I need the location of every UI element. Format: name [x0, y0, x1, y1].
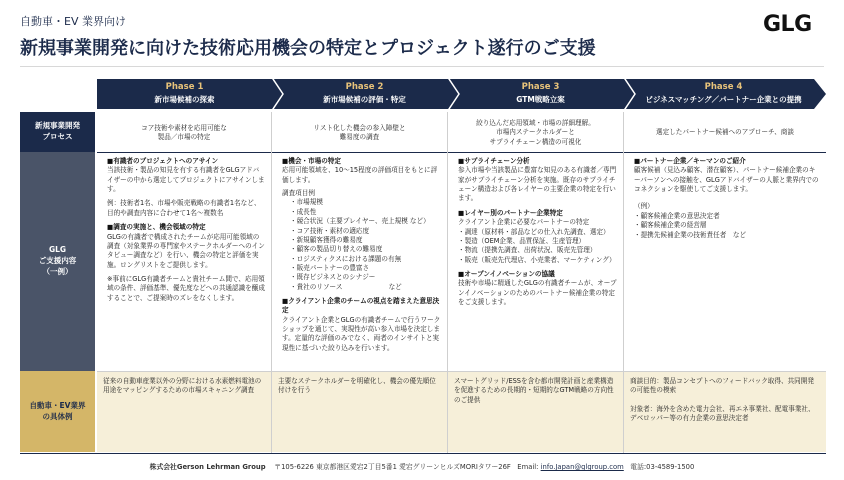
- section-example: 例：技術者1名、市場や販売戦略の有識者1名など、目的や調査内容に合わせて1名〜複数名: [107, 199, 261, 217]
- list-item: ・貴社のリソース など: [290, 282, 402, 291]
- phase-4-name: ビジネスマッチング／パートナー企業との提携: [645, 95, 802, 104]
- process-text: 選定したパートナー候補へのアプローチ、商談: [655, 128, 794, 137]
- process-cell-1: [97, 114, 271, 152]
- section-title: ■機会・市場の特定: [282, 157, 341, 165]
- support-cell-1: [101, 155, 271, 369]
- section-title: ■オープンイノベーションの協議: [458, 269, 555, 278]
- row-label-examples: [20, 371, 95, 452]
- list-item: ・顧客候補企業の意思決定者: [634, 211, 720, 220]
- row-divider: [97, 371, 826, 372]
- row-label-process-text: 新規事業開発 プロセス: [35, 121, 80, 141]
- section-title: ■有識者のプロジェクトへのアサイン: [107, 157, 219, 165]
- section-body: 顧客候補（見込み顧客、潜在顧客）、パートナー候補企業のキーパーソンへの接触を、GLGアドバイザーの人脈と業界内でのコネクションを駆使してご支援します。: [634, 166, 819, 194]
- list-item: ・競合状況（主要プレイヤー、売上規模 など）: [290, 217, 430, 226]
- section-body: 当該技術・製品の知見を有する有識者をGLGアドバイザーの中から選定してプロジェクトにアサインします。: [107, 166, 265, 194]
- example-cell-4: [624, 373, 826, 452]
- footer-tel: 電話:03-4589-1500: [630, 463, 695, 471]
- row-label-support-text: GLG ご支援内容 （一例）: [38, 245, 77, 276]
- phase-2-label: Phase 2: [345, 82, 384, 92]
- footer: [0, 461, 844, 471]
- list-item: ・物流（提携先調査、出荷状況、販売先管理）: [458, 246, 597, 255]
- section-body: 応用可能領域を、10〜15程度の評価項目をもとに評価します。: [282, 166, 438, 184]
- support-cell-2: [276, 155, 447, 369]
- support-cell-4: [628, 155, 826, 369]
- list-item: ・顧客候補企業の経営層: [634, 221, 707, 230]
- phase-3-name: GTM戦略立案: [516, 95, 565, 104]
- example-text: スマートグリッド/ESSを含む都市開発計画と産業構造を促進するための長期的・短期的なGTM戦略の方向性のご提供: [454, 377, 614, 404]
- section-body: 参入市場や当該製品に豊富な知見のある有識者／専門家がサプライチェーン分析を実施。既存のサプライチェーン構造および各レイヤーの主要企業の特定を行います。: [458, 166, 617, 203]
- process-text: 絞り込んだ応用領域・市場の詳細理解。 市場内ステークホルダーと サプライチェーン構造の可視化: [476, 118, 595, 146]
- phase-1-name: 新市場候補の探索: [154, 95, 215, 104]
- example-cell-3: [448, 373, 623, 452]
- section-body: 技術や市場に精通したGLGの有識者チームが、オープンイノベーションのためのパートナー候補企業の特定をご支援します。: [458, 279, 617, 307]
- section-title: ■レイヤー別のパートナー企業特定: [458, 208, 563, 217]
- example-cell-1: [97, 373, 271, 452]
- section-body: GLGの有識者で構成されたチームが応用可能領域の調査（対象業界の専門家やステークホルダーへのインタビュー調査など）を行い、機会の特定と評価を実施。ロングリストをご提供します。: [107, 232, 265, 269]
- section-title: ■パートナー企業／キーマンのご紹介: [634, 157, 746, 165]
- phase-4-arrow: [625, 79, 826, 109]
- example-cell-2: [272, 373, 447, 452]
- row-divider: [97, 152, 826, 153]
- section-title: ■サプライチェーン分析: [458, 157, 530, 165]
- process-text: コア技術や素材を応用可能な 製品／市場の特定: [141, 123, 227, 141]
- row-label-support: [20, 152, 95, 371]
- section-body: クライアント企業とGLGの有識者チームで行うワークショップを通じて、実現性が高い参入市場を決定します。定量的な評価のみでなく、両者のインサイトと実現性に基づいた絞り込みを行います。: [282, 315, 441, 352]
- section-title: ■クライアント企業のチームの視点を踏まえた意思決定: [282, 297, 440, 315]
- list-item: ・新規顧客獲得の難易度: [290, 235, 363, 244]
- list-item: ・調達（原材料・部品などの仕入れ先調査、選定）: [458, 227, 610, 236]
- phase-2-name: 新市場候補の評価・特定: [323, 95, 406, 104]
- process-cell-4: [624, 114, 826, 152]
- list-item: ・販売（販売先代理店、小売業者、マーケティング）: [458, 255, 616, 264]
- phase-3-label: Phase 3: [521, 82, 560, 92]
- section-body: クライアント企業に必要なパートナーの特定: [458, 218, 590, 227]
- list-item: ・成長性: [290, 207, 317, 216]
- example-text: 従来の自動車産業以外の分野における水素燃料電池の用途をマッピングするための市場スキャニング調査: [103, 377, 262, 395]
- list-item: ・製造（OEM企業、品質保証、生産管理）: [458, 236, 586, 245]
- section-title: ■調査の実施と、機会領域の特定: [107, 223, 206, 232]
- phase-1-arrow: [97, 79, 284, 109]
- tagline: 自動車・EV 業界向け: [20, 15, 126, 28]
- list-item: ・既存ビジネスとのシナジー: [290, 273, 376, 282]
- list-item: ・ロジスティクスにおける課題の有無: [290, 254, 402, 263]
- list-title: 調査項目例: [282, 189, 315, 198]
- footer-address: 〒105-6226 東京都港区愛宕2丁目5番1 愛宕グリーンヒルズMORIタワー26F: [274, 463, 511, 471]
- process-cell-3: [448, 114, 623, 152]
- row-label-examples-text: 自動車・EV業界 の具体例: [29, 400, 86, 421]
- list-item: ・顧客の製品切り替えの難易度: [290, 245, 383, 254]
- phase-2-arrow: [273, 79, 460, 109]
- section-note: ※事前にGLG有識者チームと貴社チーム間で、応用領域の条件、評価基準、優先度などへの共通認識を醸成することで、ご提案時のズレをなくします。: [107, 274, 265, 302]
- title-divider: [20, 66, 824, 67]
- process-cell-2: [272, 114, 447, 152]
- phase-3-arrow: [449, 79, 636, 109]
- table-bottom-rule: [20, 453, 826, 454]
- process-text: リスト化した機会の参入障壁と 難易度の調査: [313, 123, 406, 141]
- example-text: 商談目的：製品コンセプトへのフィードバック取得、共同開発の可能性の模索 対象者：海外を含めた電力会社、再エネ事業社、配電事業社、デベロッパー等の有力企業の意思決定者: [630, 377, 815, 423]
- example-text: 主要なステークホルダーを明確化し、機会の優先順位付けを行う: [278, 377, 436, 395]
- phase-4-label: Phase 4: [704, 82, 743, 92]
- support-cell-3: [452, 155, 623, 369]
- phase-header: [97, 79, 826, 109]
- list-item: ・販売パートナーの豊富さ: [290, 263, 370, 272]
- footer-email-label: Email:: [517, 463, 539, 471]
- list-item: ・提携先候補企業の技術責任者 など: [634, 230, 747, 239]
- list-item: ・コア技術・素材の適応度: [290, 226, 370, 235]
- row-label-process: [20, 112, 95, 152]
- phase-1-label: Phase 1: [165, 82, 204, 92]
- glg-logo: GLG: [763, 12, 812, 37]
- list-item: ・市場規模: [290, 198, 323, 207]
- list-title: （例）: [634, 202, 654, 211]
- footer-email-link[interactable]: info.Japan@glgroup.com: [540, 463, 624, 471]
- footer-company: 株式会社Gerson Lehrman Group: [149, 463, 266, 471]
- page-title: 新規事業開発に向けた技術応用機会の特定とプロジェクト遂行のご支援: [20, 38, 596, 59]
